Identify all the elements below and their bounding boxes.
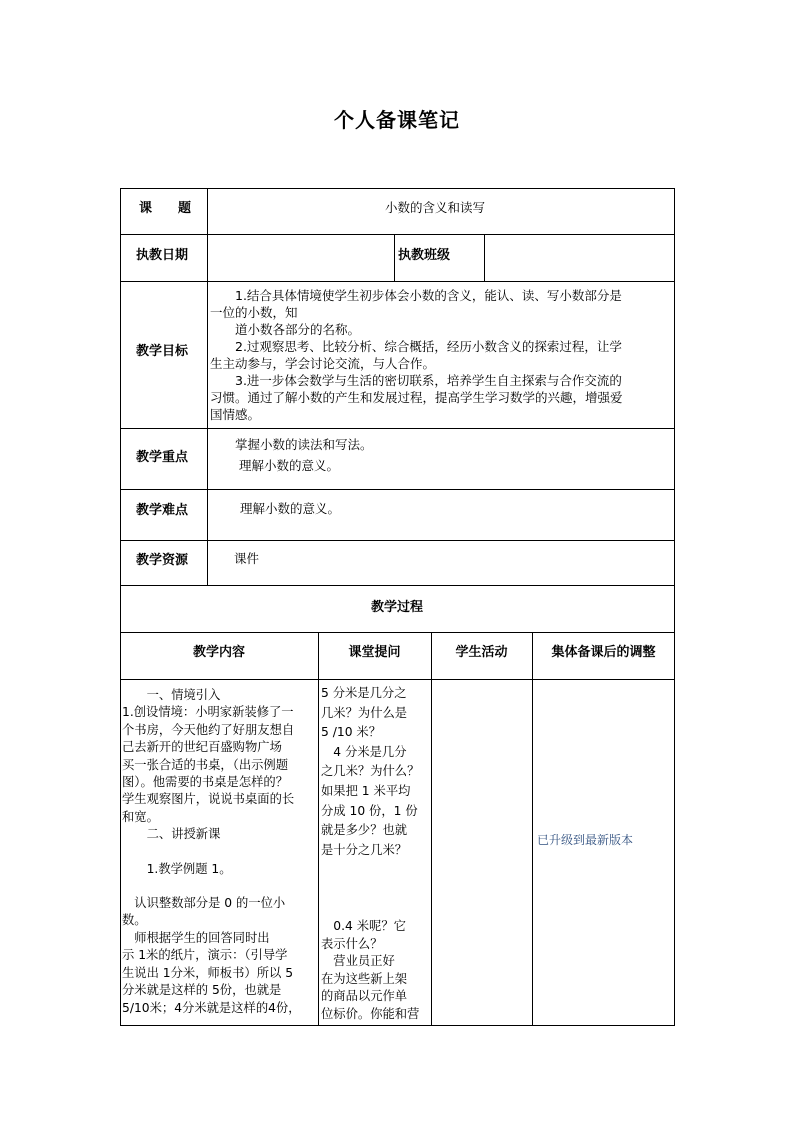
class-label-divider-left bbox=[394, 234, 395, 281]
objectives-text bbox=[210, 287, 623, 423]
content-line bbox=[122, 878, 301, 895]
question-line: 之几米？为什么？ bbox=[321, 764, 420, 779]
question-line: 如果把 1 米平均 bbox=[321, 783, 411, 798]
objective-line: 生主动参与，学会讨论交流，与人合作。 bbox=[210, 356, 436, 371]
class-questions-text-a bbox=[321, 684, 419, 860]
objective-line: 1.结合具体情境使学生初步体会小数的含义，能认、读、写小数部分是 bbox=[210, 288, 622, 303]
content-line: 数。 bbox=[122, 913, 147, 928]
row-divider bbox=[120, 679, 675, 680]
objective-line: 3.进一步体会数学与生活的密切联系，培养学生自主探索与合作交流的 bbox=[210, 373, 622, 388]
row-divider bbox=[120, 540, 675, 541]
class-questions-text-b bbox=[321, 918, 419, 1024]
content-line: 1.创设情境：小明家新装修了一 bbox=[122, 705, 294, 720]
content-line: 和宽。 bbox=[122, 809, 159, 824]
header-class-questions: 课堂提问 bbox=[348, 645, 401, 660]
resources-label: 教学资源 bbox=[136, 553, 189, 568]
content-line: 师根据学生的回答同时出 bbox=[122, 930, 270, 945]
header-teaching-content: 教学内容 bbox=[192, 645, 245, 660]
key-points-label: 教学重点 bbox=[136, 450, 189, 465]
content-line: 二、讲授新课 bbox=[122, 827, 221, 842]
question-line: 在为这些新上架 bbox=[321, 971, 408, 986]
question-line: 就是多少？也就 bbox=[321, 823, 408, 838]
key-points-text bbox=[210, 434, 373, 476]
objective-line: 一位的小数，知 bbox=[210, 305, 298, 320]
teaching-content-text bbox=[122, 687, 301, 1017]
question-line: 5 /10 米？ bbox=[321, 725, 382, 740]
objective-line: 习惯。通过了解小数的产生和发展过程，提高学生学习数学的兴趣，增强爱 bbox=[210, 390, 623, 405]
objective-line: 2.过观察思考、比较分析、综合概括，经历小数含义的探索过程，让学 bbox=[210, 339, 622, 354]
resources-value: 课件 bbox=[234, 551, 260, 566]
process-column-divider bbox=[318, 632, 319, 1026]
objectives-label: 教学目标 bbox=[136, 344, 189, 359]
question-line: 位标价。你能和营 bbox=[321, 1006, 420, 1021]
objective-line: 道小数各部分的名称。 bbox=[210, 322, 361, 337]
content-line: 1.教学例题 1。 bbox=[122, 861, 232, 876]
row-divider bbox=[120, 281, 675, 282]
content-line: 学生观察图片，说说书桌面的长 bbox=[122, 792, 295, 807]
row-divider bbox=[120, 489, 675, 490]
content-line: 买一张合适的书桌，（出示例题 bbox=[122, 757, 289, 772]
content-line: 示 1米的纸片，演示：（引导学 bbox=[122, 948, 288, 963]
class-label-divider-right bbox=[484, 234, 485, 281]
content-line: 个书房，今天他约了好朋友想自 bbox=[122, 722, 295, 737]
header-student-activity: 学生活动 bbox=[455, 645, 508, 660]
row-divider bbox=[120, 632, 675, 633]
content-line: 一、情境引入 bbox=[122, 688, 221, 702]
topic-value: 小数的含义和读写 bbox=[385, 200, 486, 215]
label-column-divider bbox=[207, 188, 208, 585]
upgrade-notice-link[interactable]: 已升级到最新版本 bbox=[537, 833, 634, 847]
question-line: 表示什么？ bbox=[321, 936, 383, 951]
process-column-divider bbox=[532, 632, 533, 1026]
process-column-divider bbox=[431, 632, 432, 1026]
question-line: 的商品以元作单 bbox=[321, 989, 408, 1004]
topic-label: 课 题 bbox=[139, 201, 192, 216]
key-point-line: 理解小数的意义。 bbox=[210, 458, 339, 473]
class-label: 执教班级 bbox=[398, 248, 451, 263]
header-adjustments: 集体备课后的调整 bbox=[551, 645, 656, 660]
content-line bbox=[122, 844, 301, 861]
process-title: 教学过程 bbox=[370, 600, 423, 615]
date-label: 执教日期 bbox=[136, 248, 189, 263]
row-divider bbox=[120, 234, 675, 235]
question-line: 是十分之几米？ bbox=[321, 842, 408, 857]
row-divider bbox=[120, 585, 675, 586]
question-line: 分成 10 份，1 份 bbox=[321, 803, 418, 818]
difficulties-value: 理解小数的意义。 bbox=[240, 501, 341, 516]
content-line: 图）。他需要的书桌是怎样的？ bbox=[122, 775, 289, 790]
question-line: 营业员正好 bbox=[321, 954, 395, 969]
question-line: 几米？为什么是 bbox=[321, 705, 408, 720]
content-line: 己去新开的世纪百盛购物广场 bbox=[122, 740, 282, 755]
question-line: 0.4 米呢？它 bbox=[321, 919, 406, 933]
objective-line: 国情感。 bbox=[210, 407, 261, 422]
question-line: 4 分米是几分 bbox=[321, 744, 407, 759]
question-line: 5 分米是几分之 bbox=[321, 686, 407, 700]
key-point-line: 掌握小数的读法和写法。 bbox=[210, 437, 373, 452]
row-divider bbox=[120, 428, 675, 429]
content-line: 生说出 1分米，师板书）所以 5 bbox=[122, 965, 294, 980]
difficulties-label: 教学难点 bbox=[136, 503, 189, 518]
content-line: 分米就是这样的 5份，也就是 bbox=[122, 983, 282, 998]
content-line: 认识整数部分是 0 的一位小 bbox=[122, 896, 286, 911]
content-line: 5/10米；4分米就是这样的4份， bbox=[122, 1000, 301, 1015]
page-title: 个人备课笔记 bbox=[334, 108, 460, 132]
